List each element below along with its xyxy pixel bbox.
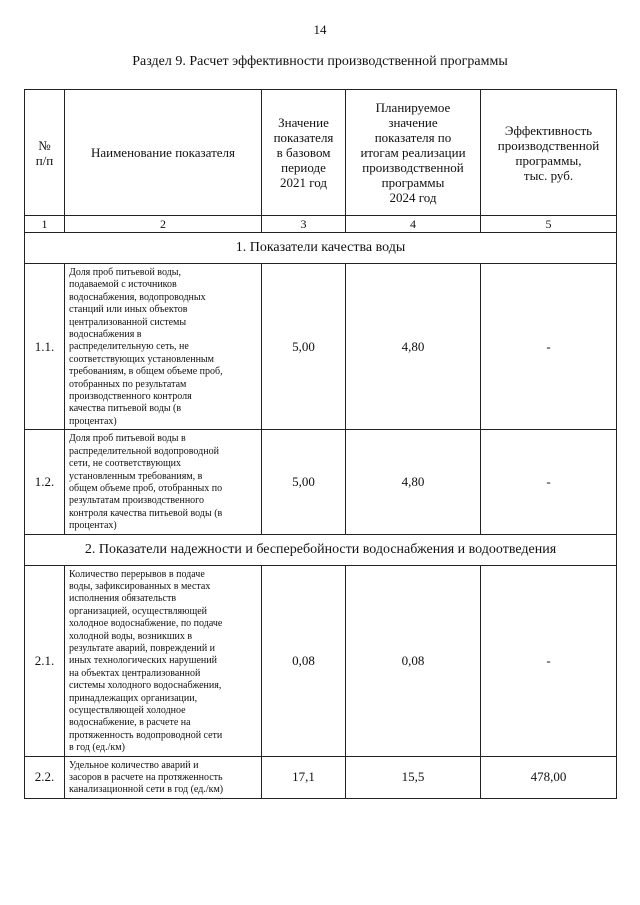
indicator-name-line: Количество перерывов в подаче (69, 568, 205, 580)
row-number: 1.2. (25, 430, 65, 534)
header-base (262, 90, 346, 216)
indicator-name (65, 264, 262, 430)
header-planned-line: 2024 год (389, 190, 437, 205)
indicator-name-line: распределительную сеть, не (69, 341, 189, 353)
indicator-name-line: водоснабжение, в расчете на (69, 717, 191, 729)
indicator-name-line: засоров в расчете на протяженность (69, 772, 223, 784)
indicator-name (65, 756, 262, 798)
indicator-name-line: воды, зафиксированных в местах (69, 580, 211, 592)
efficiency-value: - (481, 430, 617, 534)
indicator-name-line: водоснабжения в (69, 329, 142, 341)
indicator-name-line: подаваемой с источников (69, 279, 177, 291)
table-row (25, 565, 617, 756)
page-number: 14 (313, 22, 327, 37)
indicator-name-line: процентах) (69, 520, 117, 532)
section-row (25, 534, 617, 565)
header-base-line: показателя (273, 130, 334, 145)
indicator-name-line: распределительной водопроводной (69, 445, 219, 457)
row-number: 1.1. (25, 264, 65, 430)
indicator-name-line: контроля качества питьевой воды (в (69, 507, 223, 519)
indicator-name-line: на объектах централизованной (69, 667, 201, 679)
base-value: 5,00 (262, 264, 346, 430)
header-planned-line: показателя по (374, 130, 452, 145)
column-number: 1 (25, 216, 65, 233)
header-planned-line: Планируемое (375, 100, 451, 115)
indicator-name-line: системы холодного водоснабжения, (69, 680, 222, 692)
indicator-name-line: установленным требованиям, в (69, 470, 203, 482)
header-planned-line: программы (381, 175, 445, 190)
base-value: 5,00 (262, 430, 346, 534)
header-num (25, 90, 65, 216)
row-number: 2.1. (25, 565, 65, 756)
indicator-name-line: производственного контроля (69, 391, 192, 403)
row-number: 2.2. (25, 756, 65, 798)
section-heading: 2. Показатели надежности и бесперебойности водоснабжения и водоотведения (25, 534, 617, 565)
indicator-name-line: результатам производственного (69, 495, 205, 507)
indicator-name-line: Доля проб питьевой воды в (69, 433, 186, 445)
indicator-name-line: соответствующих установленным (69, 353, 214, 365)
header-base-line: 2021 год (280, 175, 327, 190)
indicator-name-line: общем объеме проб, отобранных по (69, 482, 223, 494)
indicator-name-line: протяженность водопроводной сети (69, 729, 223, 741)
indicator-name-line: результате аварий, повреждений и (69, 642, 216, 654)
table-row (25, 756, 617, 798)
indicator-name (65, 430, 262, 534)
indicator-name-line: исполнения обязательств (69, 593, 177, 605)
indicator-name-line: качества питьевой воды (в (69, 403, 182, 415)
indicator-name-line: организацией, осуществляющей (69, 605, 208, 617)
indicator-name-line: процентах) (69, 415, 117, 427)
column-number: 5 (481, 216, 617, 233)
column-number-row (25, 216, 617, 233)
header-base-line: периоде (281, 160, 326, 175)
efficiency-table (24, 89, 617, 799)
indicator-name-line: Доля проб питьевой воды, (69, 267, 181, 278)
table-body (25, 233, 617, 799)
header-planned-line: итогам реализации (360, 145, 466, 160)
header-efficiency-line: программы, (515, 152, 582, 168)
indicator-name-line: в год (ед./км) (69, 742, 125, 754)
efficiency-value: 478,00 (481, 756, 617, 798)
indicator-name-line: водоснабжения, водопроводных (69, 291, 206, 303)
table-row (25, 430, 617, 534)
section-title: Раздел 9. Расчет эффективности производственной программы (132, 54, 508, 69)
header-base-line: Значение (278, 115, 329, 130)
indicator-name-line: принадлежащих организации, (69, 692, 198, 704)
header-row (25, 90, 617, 216)
header-planned (346, 90, 481, 216)
indicator-name-line: осуществляющей холодное (69, 705, 186, 716)
efficiency-value: - (481, 565, 617, 756)
header-planned-line: производственной (362, 160, 464, 175)
header-planned-line: значение (388, 115, 438, 130)
indicator-name (65, 565, 262, 756)
indicator-name-line: холодное водоснабжение, по подаче (69, 618, 223, 630)
efficiency-value: - (481, 264, 617, 430)
planned-value: 15,5 (346, 756, 481, 798)
base-value: 0,08 (262, 565, 346, 756)
planned-value: 4,80 (346, 430, 481, 534)
indicator-name-line: станций или иных объектов (69, 304, 188, 316)
indicator-name-line: отобранных по результатам (69, 378, 187, 390)
header-efficiency (481, 90, 617, 216)
header-num-line: п/п (35, 152, 54, 168)
section-row (25, 233, 617, 264)
header-name: Наименование показателя (65, 90, 262, 216)
indicator-name-line: требованиям, в общем объеме проб, (69, 366, 223, 378)
column-number: 3 (262, 216, 346, 233)
header-efficiency-line: тыс. руб. (523, 167, 574, 183)
column-number: 2 (65, 216, 262, 233)
header-efficiency-line: производственной (497, 137, 600, 153)
planned-value: 4,80 (346, 264, 481, 430)
planned-value: 0,08 (346, 565, 481, 756)
header-num-line: № (38, 137, 51, 153)
header-efficiency-line: Эффективность (504, 122, 593, 138)
indicator-name-line: сети, не соответствующих (69, 458, 181, 470)
header-base-line: в базовом (276, 145, 331, 160)
indicator-name-line: иных технологических нарушений (69, 655, 217, 667)
indicator-name-line: канализационной сети в год (ед./км) (69, 784, 224, 796)
indicator-name-line: Удельное количество аварий и (69, 759, 199, 771)
base-value: 17,1 (262, 756, 346, 798)
indicator-name-line: холодной воды, возникших в (69, 630, 193, 642)
column-number: 4 (346, 216, 481, 233)
table-row (25, 264, 617, 430)
indicator-name-line: централизованной системы (69, 316, 187, 328)
section-heading: 1. Показатели качества воды (25, 233, 617, 264)
